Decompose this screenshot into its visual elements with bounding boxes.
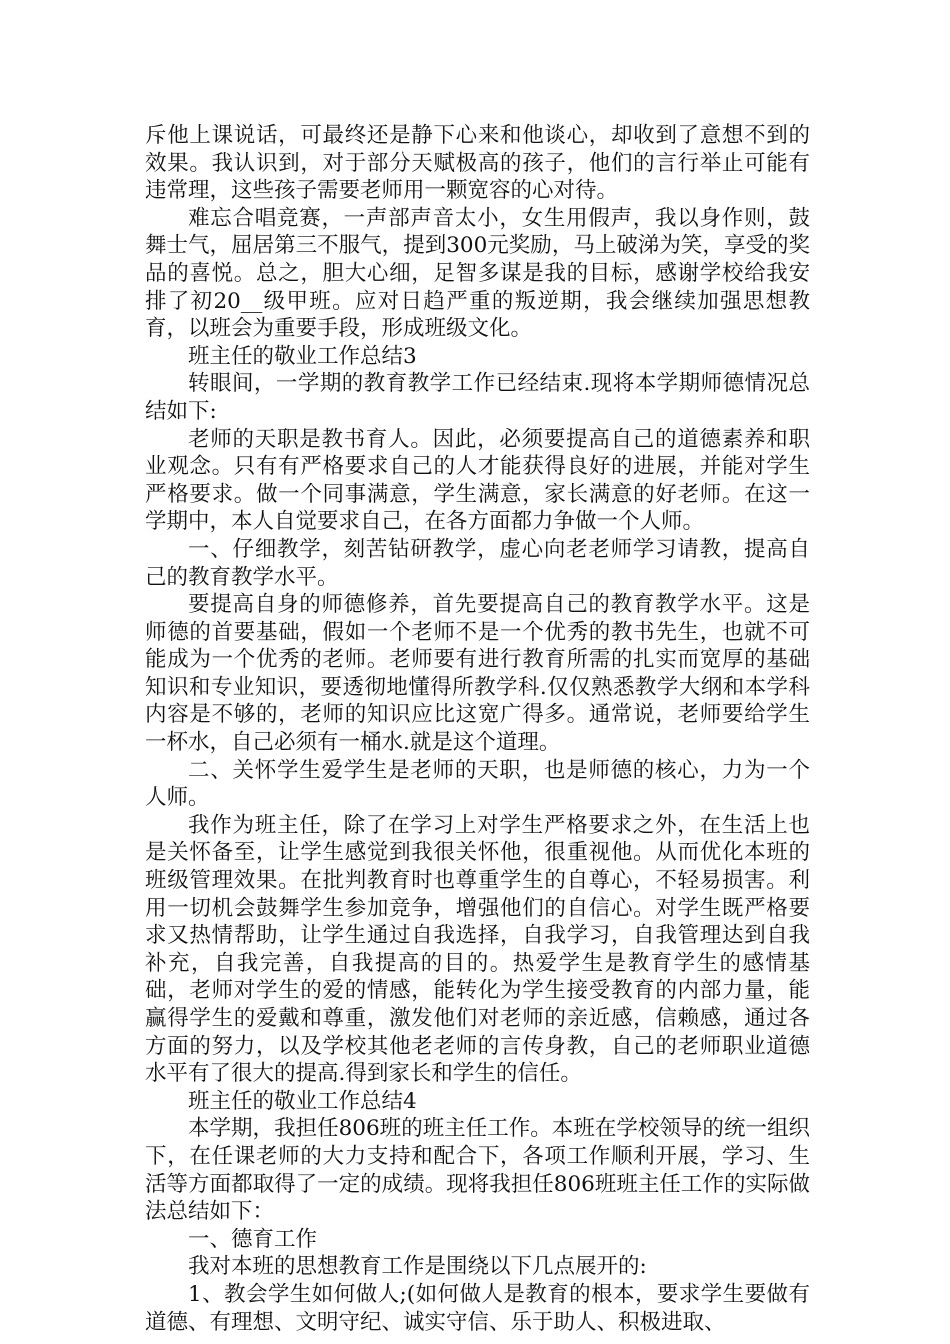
paragraph-intro: 转眼间，一学期的教育教学工作已经结束.现将本学期师德情况总结如下: bbox=[145, 371, 810, 424]
paragraph-teaching-level: 要提高自身的师德修养，首先要提高自己的教育教学水平。这是师德的首要基础，假如一个老师不是一个优秀的教书先生，也就不可能成为一个优秀的老师。老师要有进行教育所需的扎实而宽厚的基础知识和专业知识，要透彻地懂得所教学科.仅仅熟悉教学大纲和本学科内容是不够的，老师的知识应比这宽广得多。通常说，老师要给学生一杯水，自己必须有一桶水.就是这个道理。 bbox=[145, 592, 810, 756]
paragraph-chorus-competition: 难忘合唱竞赛，一声部声音太小，女生用假声，我以身作则，鼓舞士气，屈居第三不服气，提到300元奖励，马上破涕为笑，享受的奖品的喜悦。总之，胆大心细，足智多谋是我的目标，感谢学校给我安排了初20__级甲班。应对日趋严重的叛逆期，我会继续加强思想教育，以班会为重要手段，形成班级文化。 bbox=[145, 205, 810, 342]
paragraph-continued: 斥他上课说话，可最终还是静下心来和他谈心，却收到了意想不到的效果。我认识到，对于部分天赋极高的孩子，他们的言行举止可能有违常理，这些孩子需要老师用一颗宽容的心对待。 bbox=[145, 123, 810, 204]
paragraph-point-one: 一、仔细教学，刻苦钻研教学，虚心向老老师学习请教，提高自己的教育教学水平。 bbox=[145, 536, 810, 590]
paragraph-moral-education-intro: 我对本班的思想教育工作是围绕以下几点展开的: bbox=[188, 1254, 647, 1280]
document-body bbox=[145, 122, 810, 1336]
paragraph-head-teacher: 我作为班主任，除了在学习上对学生严格要求之外，在生活上也是关怀备至，让学生感觉到我很关怀他，很重视他。从而优化本班的班级管理效果。在批判教育时也尊重学生的自尊心，不轻易损害。利用一切机会鼓舞学生参加竞争，增强他们的自信心。对学生既严格要求又热情帮助，让学生通过自我选择，自我学习，自我管理达到自我补充，自我完善，自我提高的目的。热爱学生是教育学生的感情基础，老师对学生的爱的情感，能转化为学生接受教育的内部力量，能赢得学生的爱戴和尊重，激发他们对老师的亲近感，信赖感，通过各方面的努力，以及学校其他老老师的言传身教，自己的老师职业道德水平有了很大的提高.得到家长和学生的信任。 bbox=[145, 812, 810, 1087]
paragraph-moral-education-heading: 一、德育工作 bbox=[188, 1226, 318, 1252]
section-heading-summary-3: 班主任的敬业工作总结3 bbox=[188, 343, 417, 369]
paragraph-class-806: 本学期，我担任806班的班主任工作。本班在学校领导的统一组织下，在任课老师的大力支持和配合下，各项工作顺利开展，学习、生活等方面都取得了一定的成绩。现将我担任806班班主任工作的实际做法总结如下： bbox=[145, 1116, 810, 1225]
paragraph-point-two: 二、关怀学生爱学生是老师的天职，也是师德的核心，力为一个人师。 bbox=[145, 757, 810, 811]
paragraph-item-one: 1、教会学生如何做人;(如何做人是教育的根本，要求学生要做有道德、有理想、文明守纪、诚实守信、乐于助人、积极进取、 bbox=[145, 1281, 810, 1335]
section-heading-summary-4: 班主任的敬业工作总结4 bbox=[188, 1088, 417, 1114]
paragraph-teacher-duty: 老师的天职是教书育人。因此，必须要提高自己的道德素养和职业观念。只有有严格要求自己的人才能获得良好的进展，并能对学生严格要求。做一个同事满意，学生满意，家长满意的好老师。在这一学期中，本人自觉要求自己，在各方面都力争做一个人师。 bbox=[145, 426, 810, 535]
